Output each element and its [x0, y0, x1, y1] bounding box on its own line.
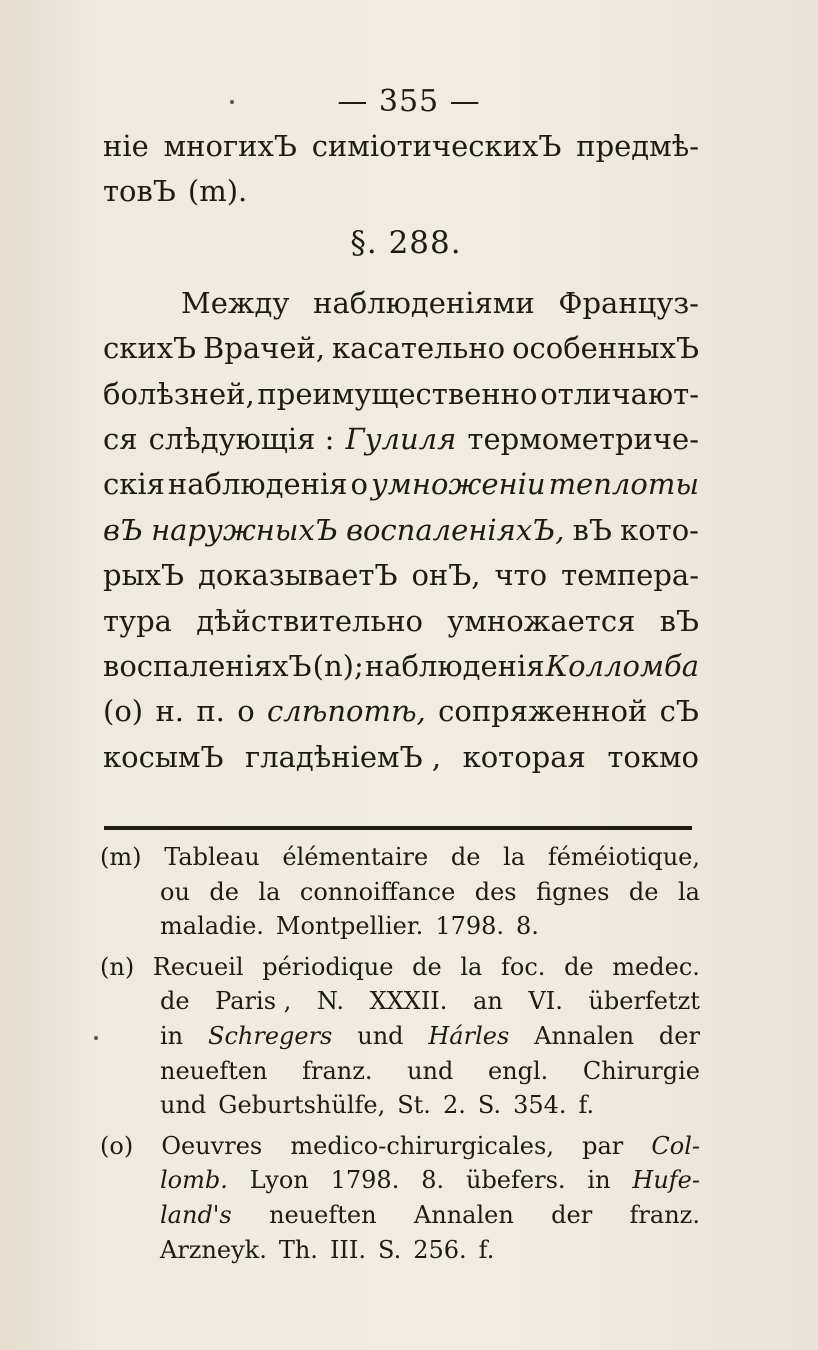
footnote-marker: (n) [100, 952, 135, 981]
italic-name: Col- [651, 1131, 700, 1160]
word: п. [196, 694, 225, 729]
word: S. [477, 1091, 502, 1120]
word: кото- [620, 512, 699, 547]
word: und [357, 1021, 404, 1050]
word: предмѣ- [576, 129, 699, 163]
italic-name: Hárles [428, 1021, 510, 1050]
word: par [582, 1131, 624, 1160]
word: болѣзней, [103, 376, 255, 411]
footnote-line [100, 840, 700, 875]
word: (m). [187, 174, 248, 209]
word: гладѣніемЪ , [245, 739, 442, 774]
word: тура [103, 603, 172, 638]
italic-name: Гулиля [345, 421, 457, 456]
word: наблюденіями [313, 285, 535, 320]
italic-word: умноженіи [370, 467, 546, 502]
word: Tableau [164, 843, 260, 871]
word: de [209, 877, 239, 906]
word: вЪ [572, 512, 612, 547]
word: Annalen [413, 1200, 514, 1229]
word: онЪ, [411, 558, 481, 593]
text-line [103, 508, 699, 553]
word: Chirurgie [582, 1056, 700, 1085]
word: la [503, 843, 526, 871]
word: сопряженной [438, 694, 648, 729]
word: воспаленіяхЪ [103, 648, 312, 683]
word: foc. [501, 952, 546, 981]
word: f. [578, 1091, 595, 1120]
italic-name: Hufe- [632, 1166, 700, 1195]
word: Между [181, 285, 290, 320]
footnote-line [100, 1129, 700, 1164]
word: an [473, 987, 503, 1016]
word: 256. [413, 1235, 467, 1264]
text-line [103, 735, 699, 780]
word: St. [397, 1091, 431, 1120]
word: которая [462, 739, 586, 774]
word: 2. [442, 1091, 466, 1120]
footnote-line [100, 1233, 700, 1268]
word: ся [103, 421, 138, 456]
word: наблюденія [364, 648, 545, 683]
ink-speck [230, 100, 234, 104]
word: périodique [262, 952, 394, 981]
italic-name: Колломба [545, 648, 699, 683]
italic-word: вЪ [103, 512, 143, 547]
word: касательно [331, 331, 506, 366]
word: симіотическихЪ [311, 129, 562, 163]
word: слѣдующія : [148, 421, 335, 456]
italic-name: lomb. [160, 1166, 228, 1195]
word: наблюденія [167, 467, 348, 502]
word: neueften [269, 1200, 377, 1229]
word: de [628, 877, 659, 906]
word: доказываетЪ [198, 558, 398, 593]
word: термометриче- [467, 421, 699, 456]
word: und [160, 1091, 207, 1120]
footnote-line [100, 1163, 700, 1198]
word: Annalen [534, 1021, 635, 1050]
ink-speck [94, 1036, 98, 1040]
text-line [103, 462, 699, 507]
word: ніе [103, 129, 149, 163]
italic-name: Schregers [208, 1021, 333, 1050]
word: многихЪ [163, 129, 297, 163]
word: féméiotique, [547, 843, 700, 871]
footnote-line [100, 1054, 700, 1089]
word: Recueil [152, 952, 244, 981]
italic-name: land's [160, 1200, 232, 1229]
word: XXXII. [369, 987, 448, 1016]
word: in [160, 1021, 184, 1050]
text-line [103, 417, 699, 462]
word: рыхЪ [103, 558, 185, 593]
word: темпера- [561, 558, 699, 593]
footnote-line [100, 984, 700, 1019]
footnote-line [100, 1088, 700, 1123]
word: 1798. [435, 912, 505, 941]
footnote-m [100, 840, 700, 944]
word: de [450, 843, 481, 871]
word: fignes [536, 877, 610, 906]
footnote-marker: (m) [100, 843, 142, 871]
footnote-o [100, 1129, 700, 1267]
word: о [237, 694, 255, 729]
word: токмо [607, 739, 699, 774]
word: de [412, 952, 442, 981]
text-line [103, 372, 699, 417]
word: о [350, 467, 369, 502]
word: товЪ [103, 174, 176, 209]
word: Paris , [215, 987, 292, 1016]
word: Montpellier. [275, 912, 424, 941]
text-line [103, 553, 699, 598]
footnote-rule [104, 826, 692, 830]
word: connoiffance [299, 877, 456, 906]
word: medec. [612, 952, 700, 981]
word: ou [160, 877, 190, 906]
word: Lyon [249, 1166, 309, 1195]
footnote-ref: (n); [312, 648, 364, 683]
word: 8. [516, 912, 539, 941]
italic-word: наружныхЪ [151, 512, 338, 547]
word: medico-chirurgicales, [290, 1131, 554, 1160]
word: VI. [528, 987, 563, 1016]
word: f. [478, 1235, 495, 1264]
word: Arzneyk. [160, 1235, 267, 1264]
word: de [160, 987, 190, 1016]
word: maladie. [160, 912, 264, 941]
text-line [103, 124, 699, 169]
word: преимущественно [257, 376, 538, 411]
footnote-line [100, 1198, 700, 1233]
footnote-marker: (o) [100, 1131, 134, 1160]
text-line [103, 169, 699, 214]
section-heading: §. 288. [350, 224, 462, 261]
word: отличают- [540, 376, 699, 411]
word: III. [329, 1235, 367, 1264]
word: что [494, 558, 548, 593]
word: engl. [487, 1056, 549, 1085]
word: N. [316, 987, 344, 1016]
text-line [103, 689, 699, 734]
word: la [677, 877, 700, 906]
word: der [551, 1200, 593, 1229]
footnotes [100, 840, 700, 1267]
word: дѣйствительно [196, 603, 424, 638]
text-line [103, 326, 699, 371]
word: Geburtshülfe, [218, 1091, 386, 1120]
word: des [474, 877, 517, 906]
text-line [103, 644, 699, 689]
word: 354. [513, 1091, 567, 1120]
word: franz. [629, 1200, 700, 1229]
word: S. [378, 1235, 402, 1264]
word: in [587, 1166, 611, 1195]
word: la [258, 877, 281, 906]
word: neueften [160, 1056, 268, 1085]
text-line [103, 281, 699, 326]
text-line [103, 599, 699, 644]
word: la [460, 952, 483, 981]
word: 8. [421, 1166, 445, 1195]
page-number: — 355 — [337, 84, 481, 119]
word: überfetzt [588, 987, 700, 1016]
word: скія [103, 467, 165, 502]
word: сЪ [659, 694, 699, 729]
footnote-line [100, 1019, 700, 1054]
word: 1798. [330, 1166, 400, 1195]
italic-word: воспаленіяхЪ, [346, 512, 565, 547]
word: und [407, 1056, 454, 1085]
footnote-ref: (o) [103, 694, 144, 729]
word: Француз- [558, 285, 699, 320]
footnote-line [100, 875, 700, 910]
word: косымЪ [103, 739, 224, 774]
word: franz. [302, 1056, 373, 1085]
word: скихЪ [103, 331, 197, 366]
word: Oeuvres [161, 1131, 263, 1160]
word: élémentaire [282, 843, 429, 871]
word: особенныхЪ [512, 331, 699, 366]
footnote-n [100, 950, 700, 1123]
main-text [103, 124, 699, 780]
word: н. [155, 694, 184, 729]
word: Врачей, [203, 331, 326, 366]
word: вЪ [659, 603, 699, 638]
word: умножается [447, 603, 636, 638]
italic-word: теплоты [548, 467, 699, 502]
footnote-line [100, 909, 700, 944]
word: Th. [278, 1235, 318, 1264]
italic-word: слѣпотѣ, [267, 694, 426, 729]
word: übefers. [465, 1166, 566, 1195]
word: der [658, 1021, 700, 1050]
word: de [564, 952, 594, 981]
footnote-line [100, 950, 700, 985]
